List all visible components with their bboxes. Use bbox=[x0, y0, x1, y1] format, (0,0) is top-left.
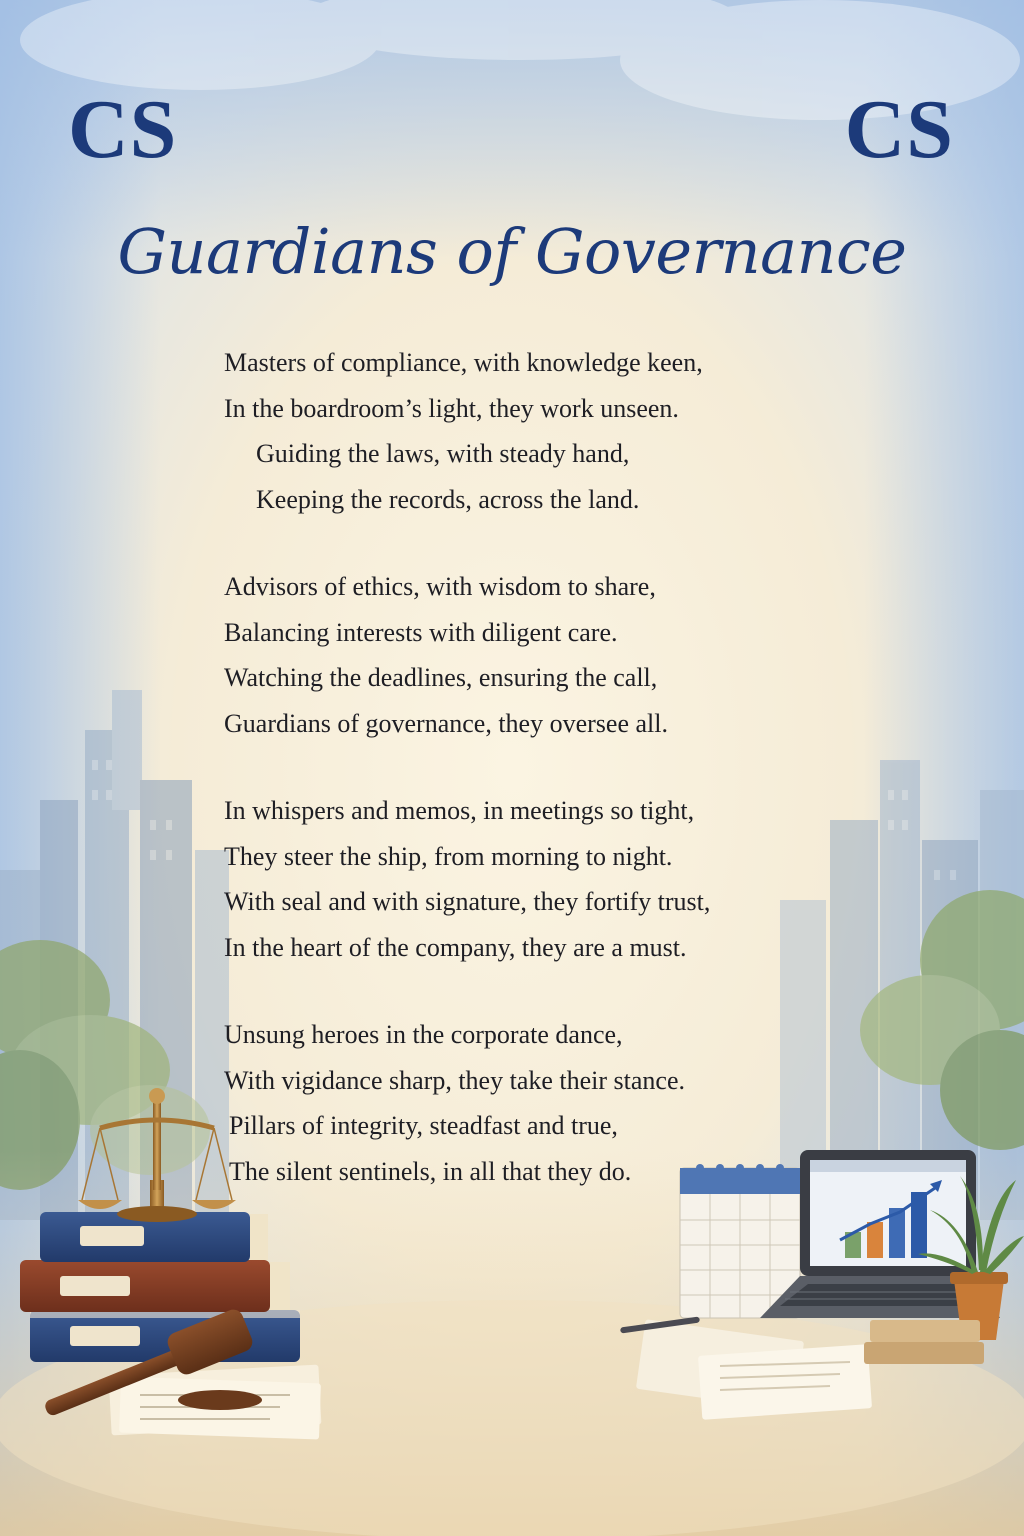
poem-line: Advisors of ethics, with wisdom to share, bbox=[224, 572, 656, 601]
poem-line: In whispers and memos, in meetings so tight, bbox=[224, 796, 695, 825]
poem-line: In the boardroom’s light, they work unseen. bbox=[224, 393, 679, 423]
cs-logo-right: CS bbox=[844, 83, 954, 176]
stanza-1 bbox=[224, 340, 864, 522]
poem-line: In the heart of the company, they are a must. bbox=[224, 932, 687, 962]
poem-line: Guiding the laws, with steady hand, bbox=[256, 439, 630, 468]
stanza-3 bbox=[224, 788, 864, 970]
poem-line: They steer the ship, from morning to night. bbox=[224, 841, 673, 871]
poem-line: The silent sentinels, in all that they do. bbox=[229, 1156, 632, 1186]
stanza-2 bbox=[224, 564, 864, 746]
stanza-4 bbox=[224, 1012, 864, 1194]
poem-line: Unsung heroes in the corporate dance, bbox=[224, 1020, 623, 1049]
poem-line: With seal and with signature, they fortify trust, bbox=[224, 887, 711, 916]
cs-logo-left: CS bbox=[68, 83, 178, 176]
poem-line: With vigidance sharp, they take their stance. bbox=[224, 1065, 686, 1095]
poem-line: Watching the deadlines, ensuring the call, bbox=[224, 663, 658, 692]
poem-line: Balancing interests with diligent care. bbox=[224, 617, 618, 647]
poem-line: Guardians of governance, they oversee all. bbox=[224, 708, 668, 738]
poem-line: Masters of compliance, with knowledge keen, bbox=[224, 348, 703, 377]
poem-line: Keeping the records, across the land. bbox=[256, 484, 640, 514]
poem-line: Pillars of integrity, steadfast and true, bbox=[229, 1111, 618, 1140]
poem-body bbox=[224, 340, 864, 1236]
poem-title: Guardians of Governance bbox=[117, 215, 907, 288]
